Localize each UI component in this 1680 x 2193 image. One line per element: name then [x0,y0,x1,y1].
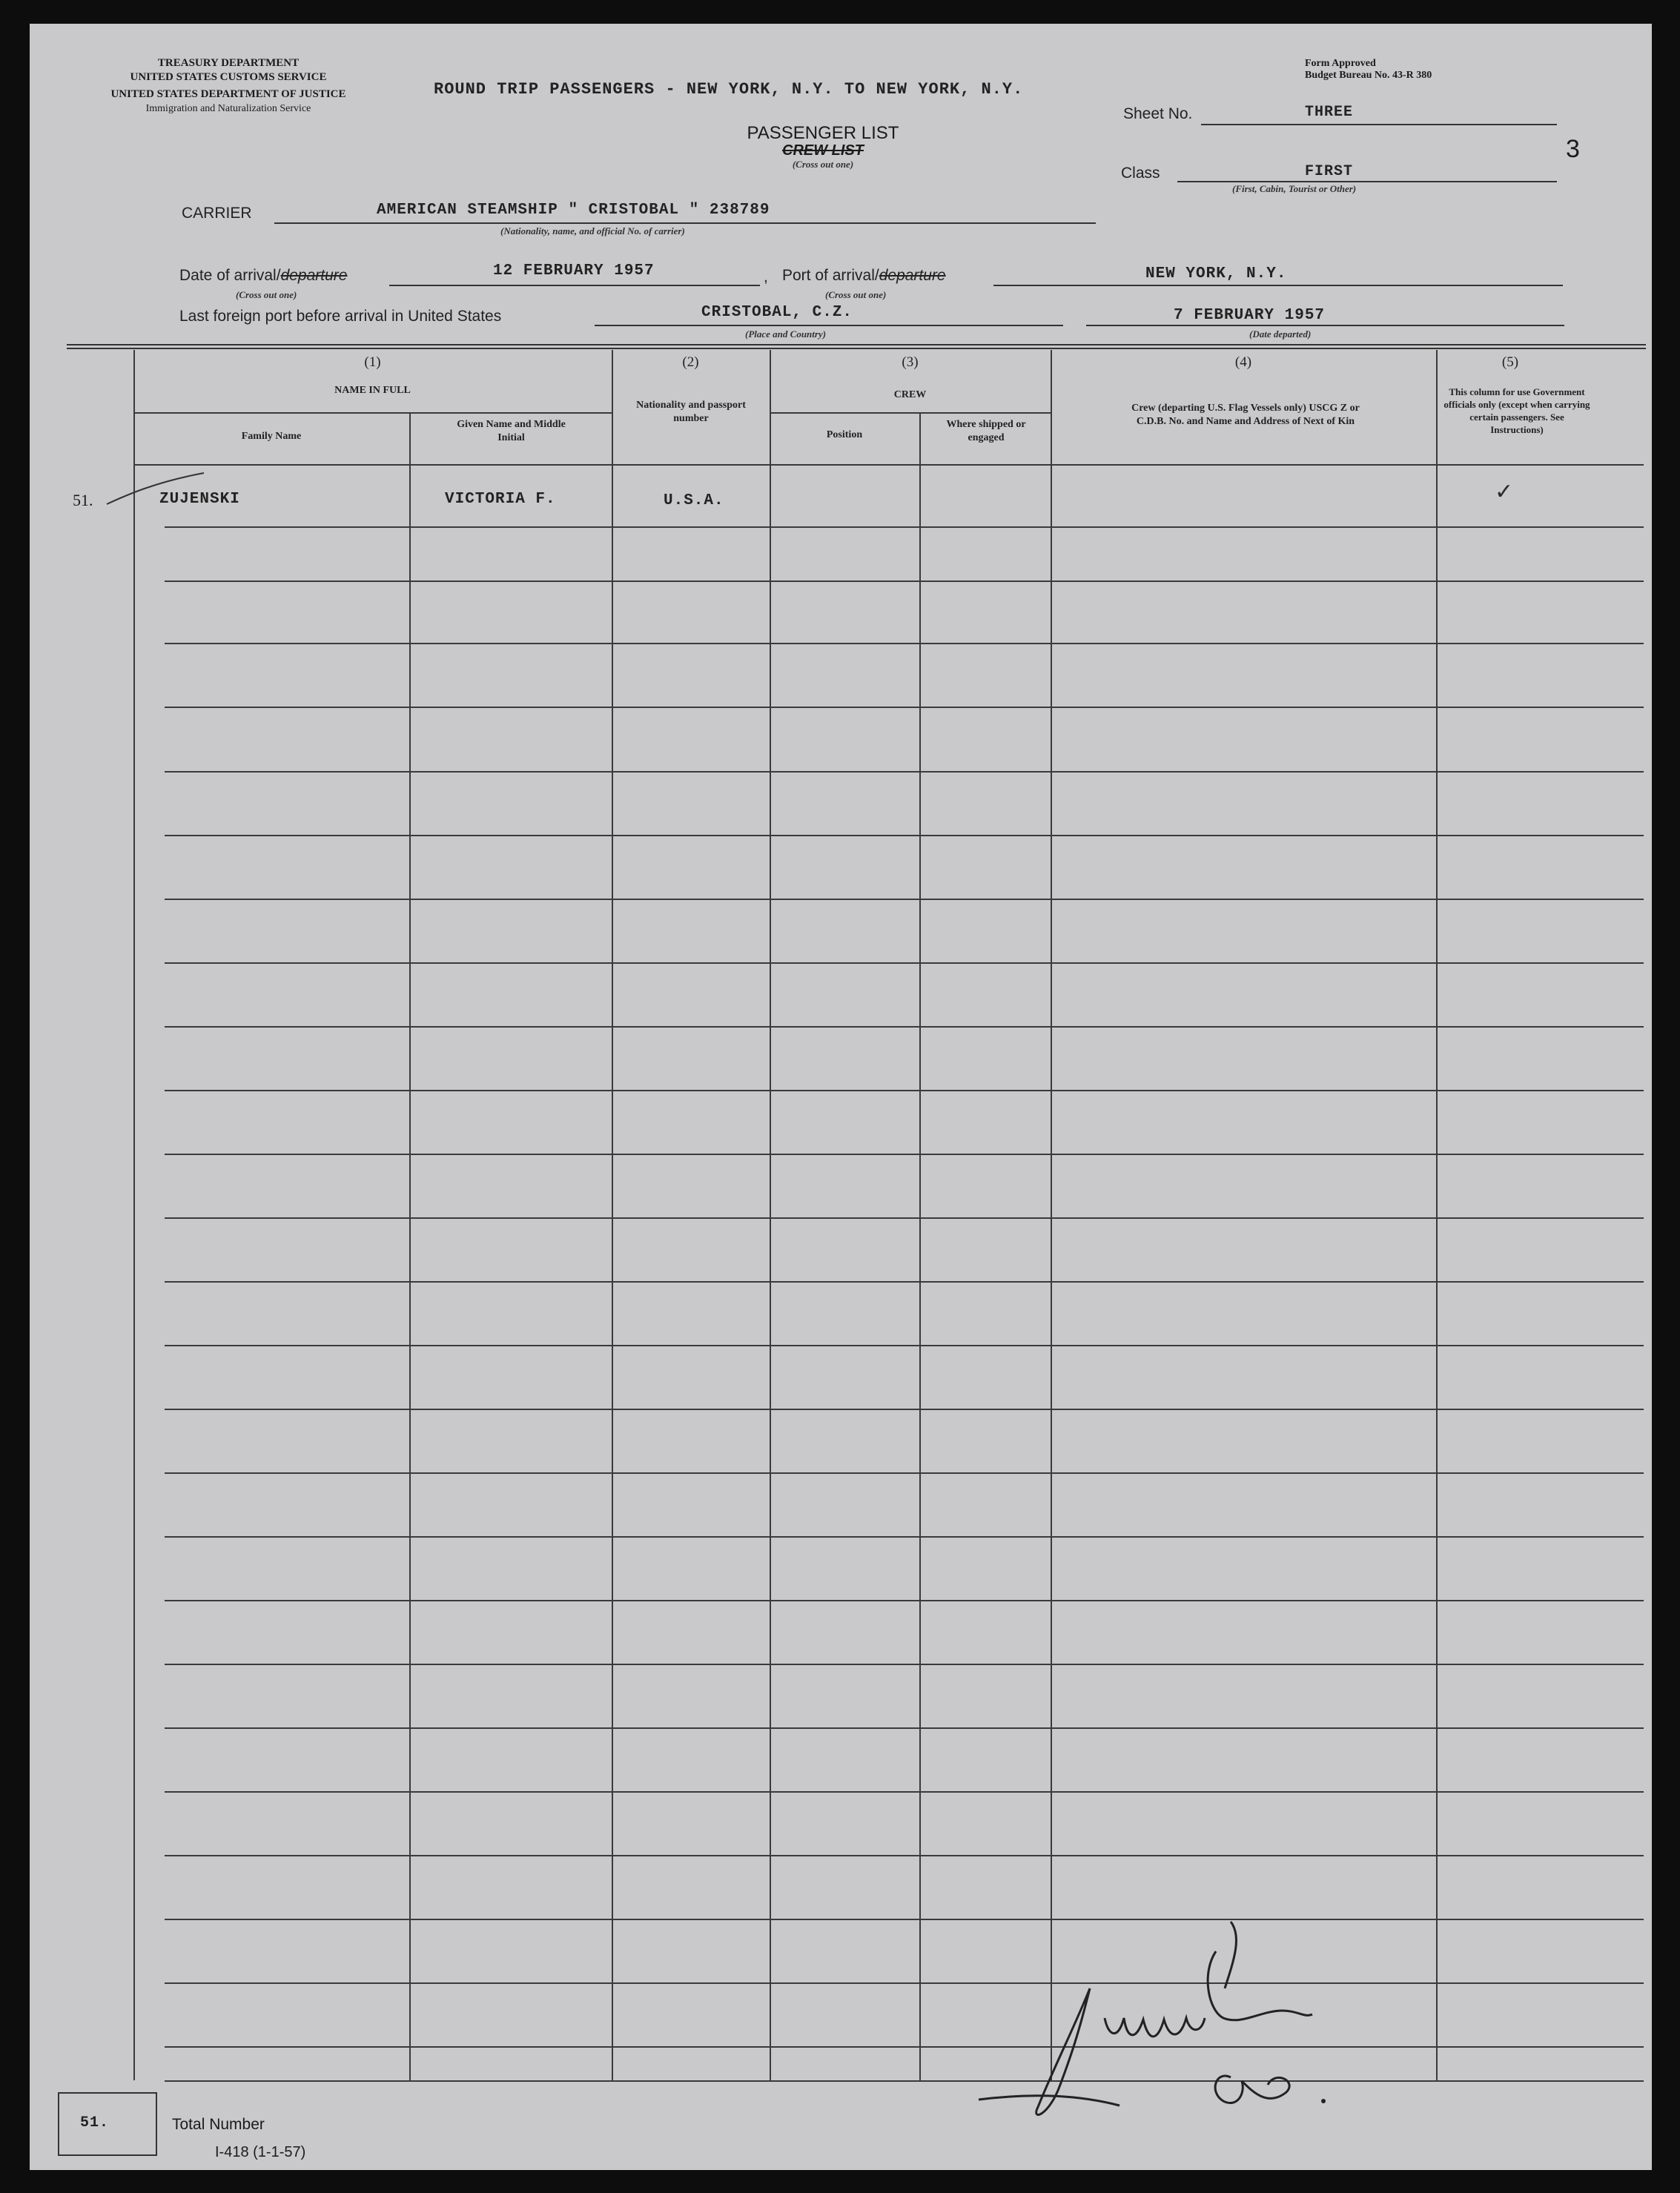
last-port-value: CRISTOBAL, C.Z. [701,304,853,321]
row-rule [165,1982,1644,1984]
official-check-mark: ✓ [1495,480,1514,504]
col-1-number: (1) [364,354,381,370]
row-rule [165,2046,1644,2048]
port-label [782,267,946,285]
carrier-underline [274,222,1096,224]
col-position-header: Position [826,429,863,440]
header-subrule-names [133,412,612,414]
row-rule [165,1664,1644,1665]
col-5-number: (5) [1501,354,1519,370]
last-port-date-value: 7 FEBRUARY 1957 [1174,307,1326,324]
date-underline [389,285,760,286]
col-2-number: (2) [682,354,699,370]
row-rule [165,1281,1644,1283]
row-rule [165,1600,1644,1601]
row-rule [165,1727,1644,1729]
class-hint: (First, Cabin, Tourist or Other) [1232,183,1357,194]
class-underline [1177,181,1557,182]
col-line-left [133,350,135,2080]
row-rule [165,1472,1644,1474]
row-rule [165,1090,1644,1091]
carrier-value: AMERICAN STEAMSHIP " CRISTOBAL " 238789 [377,202,770,219]
form-approved-line-2: Budget Bureau No. 43-R 380 [1305,70,1432,81]
row-rule [165,771,1644,773]
sheet-no-label: Sheet No. [1123,105,1193,122]
col-line-nationality [612,350,613,2080]
port-value: NEW YORK, N.Y. [1145,265,1287,282]
typed-route-title: ROUND TRIP PASSENGERS - NEW YORK, N.Y. TO NEW YORK, N.Y. [434,80,1024,99]
row-rule [165,707,1644,708]
official-signature [949,1907,1379,2129]
carrier-hint: (Nationality, name, and official No. of carrier) [500,225,685,236]
agency-line-1: TREASURY DEPARTMENT [157,57,300,69]
col-line-given [409,412,411,2080]
list-title-hint: (Cross out one) [792,159,854,170]
col-family-header: Family Name [241,431,302,442]
port-label-text: Port of arrival/ [782,267,879,284]
row-rule [165,1026,1644,1028]
col-line-shipped [919,412,921,2080]
header-subrule-crew [770,412,1051,414]
list-title [682,123,964,171]
date-comma: , [764,268,768,285]
row-rule [165,962,1644,964]
row-rule [165,526,1644,528]
last-port-label: Last foreign port before arrival in United States [179,308,502,325]
port-hint: (Cross out one) [825,289,887,300]
form-sheet [30,24,1652,2170]
total-number-label: Total Number [172,2116,265,2133]
last-port-hint: (Place and Country) [745,328,827,340]
col-3-title: CREW [893,389,927,400]
date-label-struck: departure [280,267,348,284]
col-3-number: (3) [902,354,919,370]
col-given-header: Given Name and Middle Initial [457,419,566,443]
nationality-cell: U.S.A. [664,492,724,509]
last-port-date-hint: (Date departed) [1249,328,1312,340]
crew-list-struck: CREW LIST [782,142,864,159]
form-approved-line-1: Form Approved [1305,58,1376,69]
form-approved [1305,58,1432,82]
col-4-title: Crew (departing U.S. Flag Vessels only) USCG Z or C.D.B. No. and Name and Address of Next of Kin [1131,403,1360,427]
last-date-underline [1086,325,1564,326]
row-rule [165,580,1644,582]
carrier-label: CARRIER [182,205,252,222]
date-label-text: Date of arrival/ [179,267,281,284]
col-5-title: This column for use Government officials only (except when carrying certain passengers. See Instructions) [1443,386,1590,435]
row-rule [165,1791,1644,1793]
row-rule [165,899,1644,900]
col-shipped-header: Where shipped or engaged [946,419,1026,443]
row-rule [165,1154,1644,1155]
sheet-no-value: THREE [1305,104,1354,121]
col-line-crew [770,350,771,2080]
row-rule [165,1919,1644,1920]
given-name-cell: VICTORIA F. [445,491,556,508]
table-bottom-rule [165,2080,1644,2082]
port-underline [993,285,1563,286]
row-rule [165,643,1644,644]
col-2-title: Nationality and passport number [636,400,746,424]
family-name-cell: ZUJENSKI [159,491,240,508]
col-4-number: (4) [1234,354,1252,370]
col-1-title: NAME IN FULL [334,385,411,396]
sheet-no-underline [1201,124,1557,125]
col-line-kin [1051,350,1052,2080]
agency-line-3: UNITED STATES DEPARTMENT OF JUSTICE [110,88,346,100]
agency-line-4: Immigration and Naturalization Service [145,103,311,114]
total-number-box [58,2092,157,2156]
table-row [30,464,1652,526]
form-number: I-418 (1-1-57) [215,2144,306,2160]
row-rule [165,1409,1644,1410]
class-label: Class [1121,165,1160,182]
port-label-struck: departure [879,267,946,284]
row-number: 51. [73,491,93,509]
col-line-official [1436,350,1438,2080]
passenger-list-title: PASSENGER LIST [747,123,899,143]
table-top-rule-2 [67,348,1646,349]
date-hint: (Cross out one) [236,289,297,300]
agency-line-2: UNITED STATES CUSTOMS SERVICE [130,71,327,83]
last-port-underline [595,325,1063,326]
row-rule [165,1345,1644,1346]
class-value: FIRST [1305,163,1354,180]
page-number: 3 [1566,135,1580,163]
total-number-value: 51. [80,2114,110,2131]
agency-header [58,56,399,116]
row-rule [165,1217,1644,1219]
row-rule [165,1536,1644,1538]
date-value: 12 FEBRUARY 1957 [493,262,655,280]
date-label [179,267,347,285]
row-rule [165,835,1644,836]
row-rule [165,1855,1644,1856]
table-top-rule [67,344,1646,345]
